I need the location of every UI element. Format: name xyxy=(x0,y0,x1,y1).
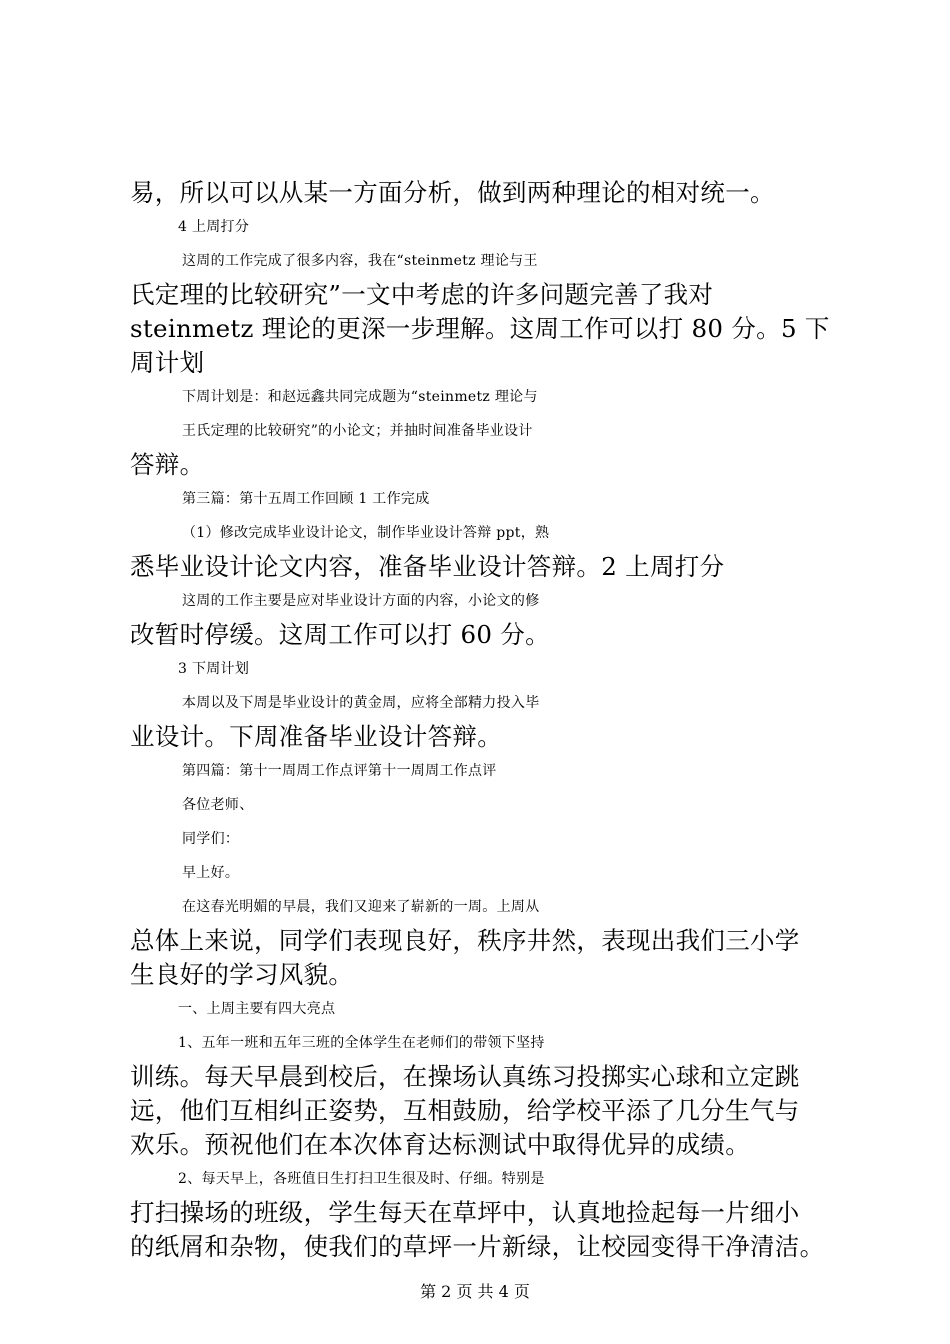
text-line: 王氏定理的比较研究”的小论文；并抽时间准备毕业设计 xyxy=(182,423,533,439)
text-line: 在这春光明媚的早晨，我们又迎来了崭新的一周。上周从 xyxy=(182,899,540,915)
text-line: 1、五年一班和五年三班的全体学生在老师们的带领下坚持 xyxy=(178,1035,545,1051)
text-line: 下周计划是：和赵远鑫共同完成题为“steinmetz 理论与 xyxy=(182,389,538,405)
section-heading: 第三篇：第十五周工作回顾 1 工作完成 xyxy=(182,491,430,507)
text-line: 训练。每天早晨到校后，在操场认真练习投掷实心球和立定跳 xyxy=(130,1062,800,1091)
text-line: steinmetz 理论的更深一步理解。这周工作可以打 80 分。5 下 xyxy=(130,314,830,343)
text-line: 2、每天早上，各班值日生打扫卫生很及时、仔细。特别是 xyxy=(178,1171,545,1187)
page-footer: 第 2 页 共 4 页 xyxy=(420,1282,530,1301)
text-line: 这周的工作完成了很多内容，我在“steinmetz 理论与王 xyxy=(182,253,538,269)
text-line: 远，他们互相纠正姿势，互相鼓励，给学校平添了几分生气与 xyxy=(130,1096,800,1125)
text-line: 业设计。下周准备毕业设计答辩。 xyxy=(130,722,502,751)
text-line: 易，所以可以从某一方面分析，做到两种理论的相对统一。 xyxy=(130,178,775,207)
text-line: 本周以及下周是毕业设计的黄金周，应将全部精力投入毕 xyxy=(182,695,540,711)
section-heading: 第四篇：第十一周周工作点评第十一周周工作点评 xyxy=(182,763,497,779)
text-line: 同学们： xyxy=(182,831,240,847)
text-line: 3 下周计划 xyxy=(178,661,250,677)
text-line: 生良好的学习风貌。 xyxy=(130,960,354,989)
text-line: 的纸屑和杂物，使我们的草坪一片新绿，让校园变得干净清洁。 xyxy=(130,1232,825,1261)
text-line: （1）修改完成毕业设计论文，制作毕业设计答辩 ppt，熟 xyxy=(182,525,550,541)
text-line: 早上好。 xyxy=(182,865,240,881)
text-line: 周计划 xyxy=(130,348,205,377)
text-line: 打扫操场的班级，学生每天在草坪中，认真地捡起每一片细小 xyxy=(130,1198,800,1227)
text-line: 答辩。 xyxy=(130,450,205,479)
text-line: 欢乐。预祝他们在本次体育达标测试中取得优异的成绩。 xyxy=(130,1130,750,1159)
text-line: 各位老师、 xyxy=(182,797,254,813)
text-line: 氏定理的比较研究”一文中考虑的许多问题完善了我对 xyxy=(130,280,714,309)
text-line: 改暂时停缓。这周工作可以打 60 分。 xyxy=(130,620,550,649)
text-line: 总体上来说，同学们表现良好，秩序井然，表现出我们三小学 xyxy=(130,926,800,955)
text-line: 4 上周打分 xyxy=(178,219,250,235)
text-line: 悉毕业设计论文内容，准备毕业设计答辩。2 上周打分 xyxy=(130,552,725,581)
text-line: 一、上周主要有四大亮点 xyxy=(178,1001,336,1017)
text-line: 这周的工作主要是应对毕业设计方面的内容，小论文的修 xyxy=(182,593,540,609)
